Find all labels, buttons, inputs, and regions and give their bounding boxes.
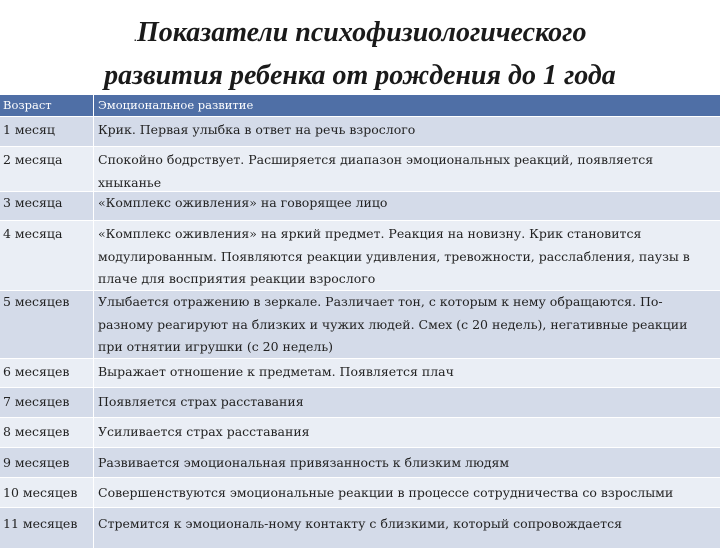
row-age: 5 месяцев (0, 291, 93, 358)
row-age: 3 месяца (0, 192, 93, 220)
page-title (0, 14, 720, 95)
row-text: Усиливается страх расставания (93, 418, 720, 447)
table-row (0, 508, 720, 549)
table-row (0, 291, 720, 359)
row-text: Выражает отношение к предметам. Появляется плач (93, 359, 720, 387)
row-text: Крик. Первая улыбка в ответ на речь взрослого (93, 117, 720, 146)
table-row (0, 418, 720, 448)
table-row (0, 359, 720, 388)
row-text: Совершенствуются эмоциональные реакции в процессе сотрудничества со взрослыми (93, 478, 720, 507)
title-marker: . (133, 30, 137, 45)
row-text: «Комплекс оживления» на говорящее лицо (93, 192, 720, 220)
row-text: Улыбается отражению в зеркале. Различает тон, с которым к нему обращаются. По-разному реагируют на близких и чужих людей. Смех (с 20 недель), негативные реакции при отнятии игрушки (с 20 недель) (93, 291, 720, 358)
header-age: Возраст (0, 95, 93, 116)
row-text: Развивается эмоциональная привязанность к близким людям (93, 448, 720, 477)
table-row (0, 478, 720, 508)
table-row (0, 448, 720, 478)
table-header-row (0, 95, 720, 117)
header-emotional-development: Эмоциональное развитие (93, 95, 720, 116)
title-line-1: Показатели психофизиологического (137, 17, 587, 48)
table-row (0, 117, 720, 147)
row-age: 10 месяцев (0, 478, 93, 507)
row-text: Стремится к эмоциональ-ному контакту с близкими, который сопровождается (93, 508, 720, 548)
table-row (0, 147, 720, 192)
title-line-2: развития ребенка от рождения до 1 года (104, 60, 616, 91)
row-text: Появляется страх расставания (93, 388, 720, 417)
row-age: 8 месяцев (0, 418, 93, 447)
row-age: 7 месяцев (0, 388, 93, 417)
row-text: Спокойно бодрствует. Расширяется диапазон эмоциональных реакций, появляется хныканье (93, 147, 720, 191)
row-age: 4 месяца (0, 221, 93, 290)
row-age: 11 месяцев (0, 508, 93, 548)
development-table (0, 95, 720, 549)
row-age: 6 месяцев (0, 359, 93, 387)
table-row (0, 192, 720, 221)
table-row (0, 388, 720, 418)
row-age: 1 месяц (0, 117, 93, 146)
row-age: 2 месяца (0, 147, 93, 191)
row-text: «Комплекс оживления» на яркий предмет. Реакция на новизну. Крик становится модулированным. Появляются реакции удивления, тревожности, расслабления, паузы в плаче для восприятия реакции взрослого (93, 221, 720, 290)
row-age: 9 месяцев (0, 448, 93, 477)
table-row (0, 221, 720, 291)
